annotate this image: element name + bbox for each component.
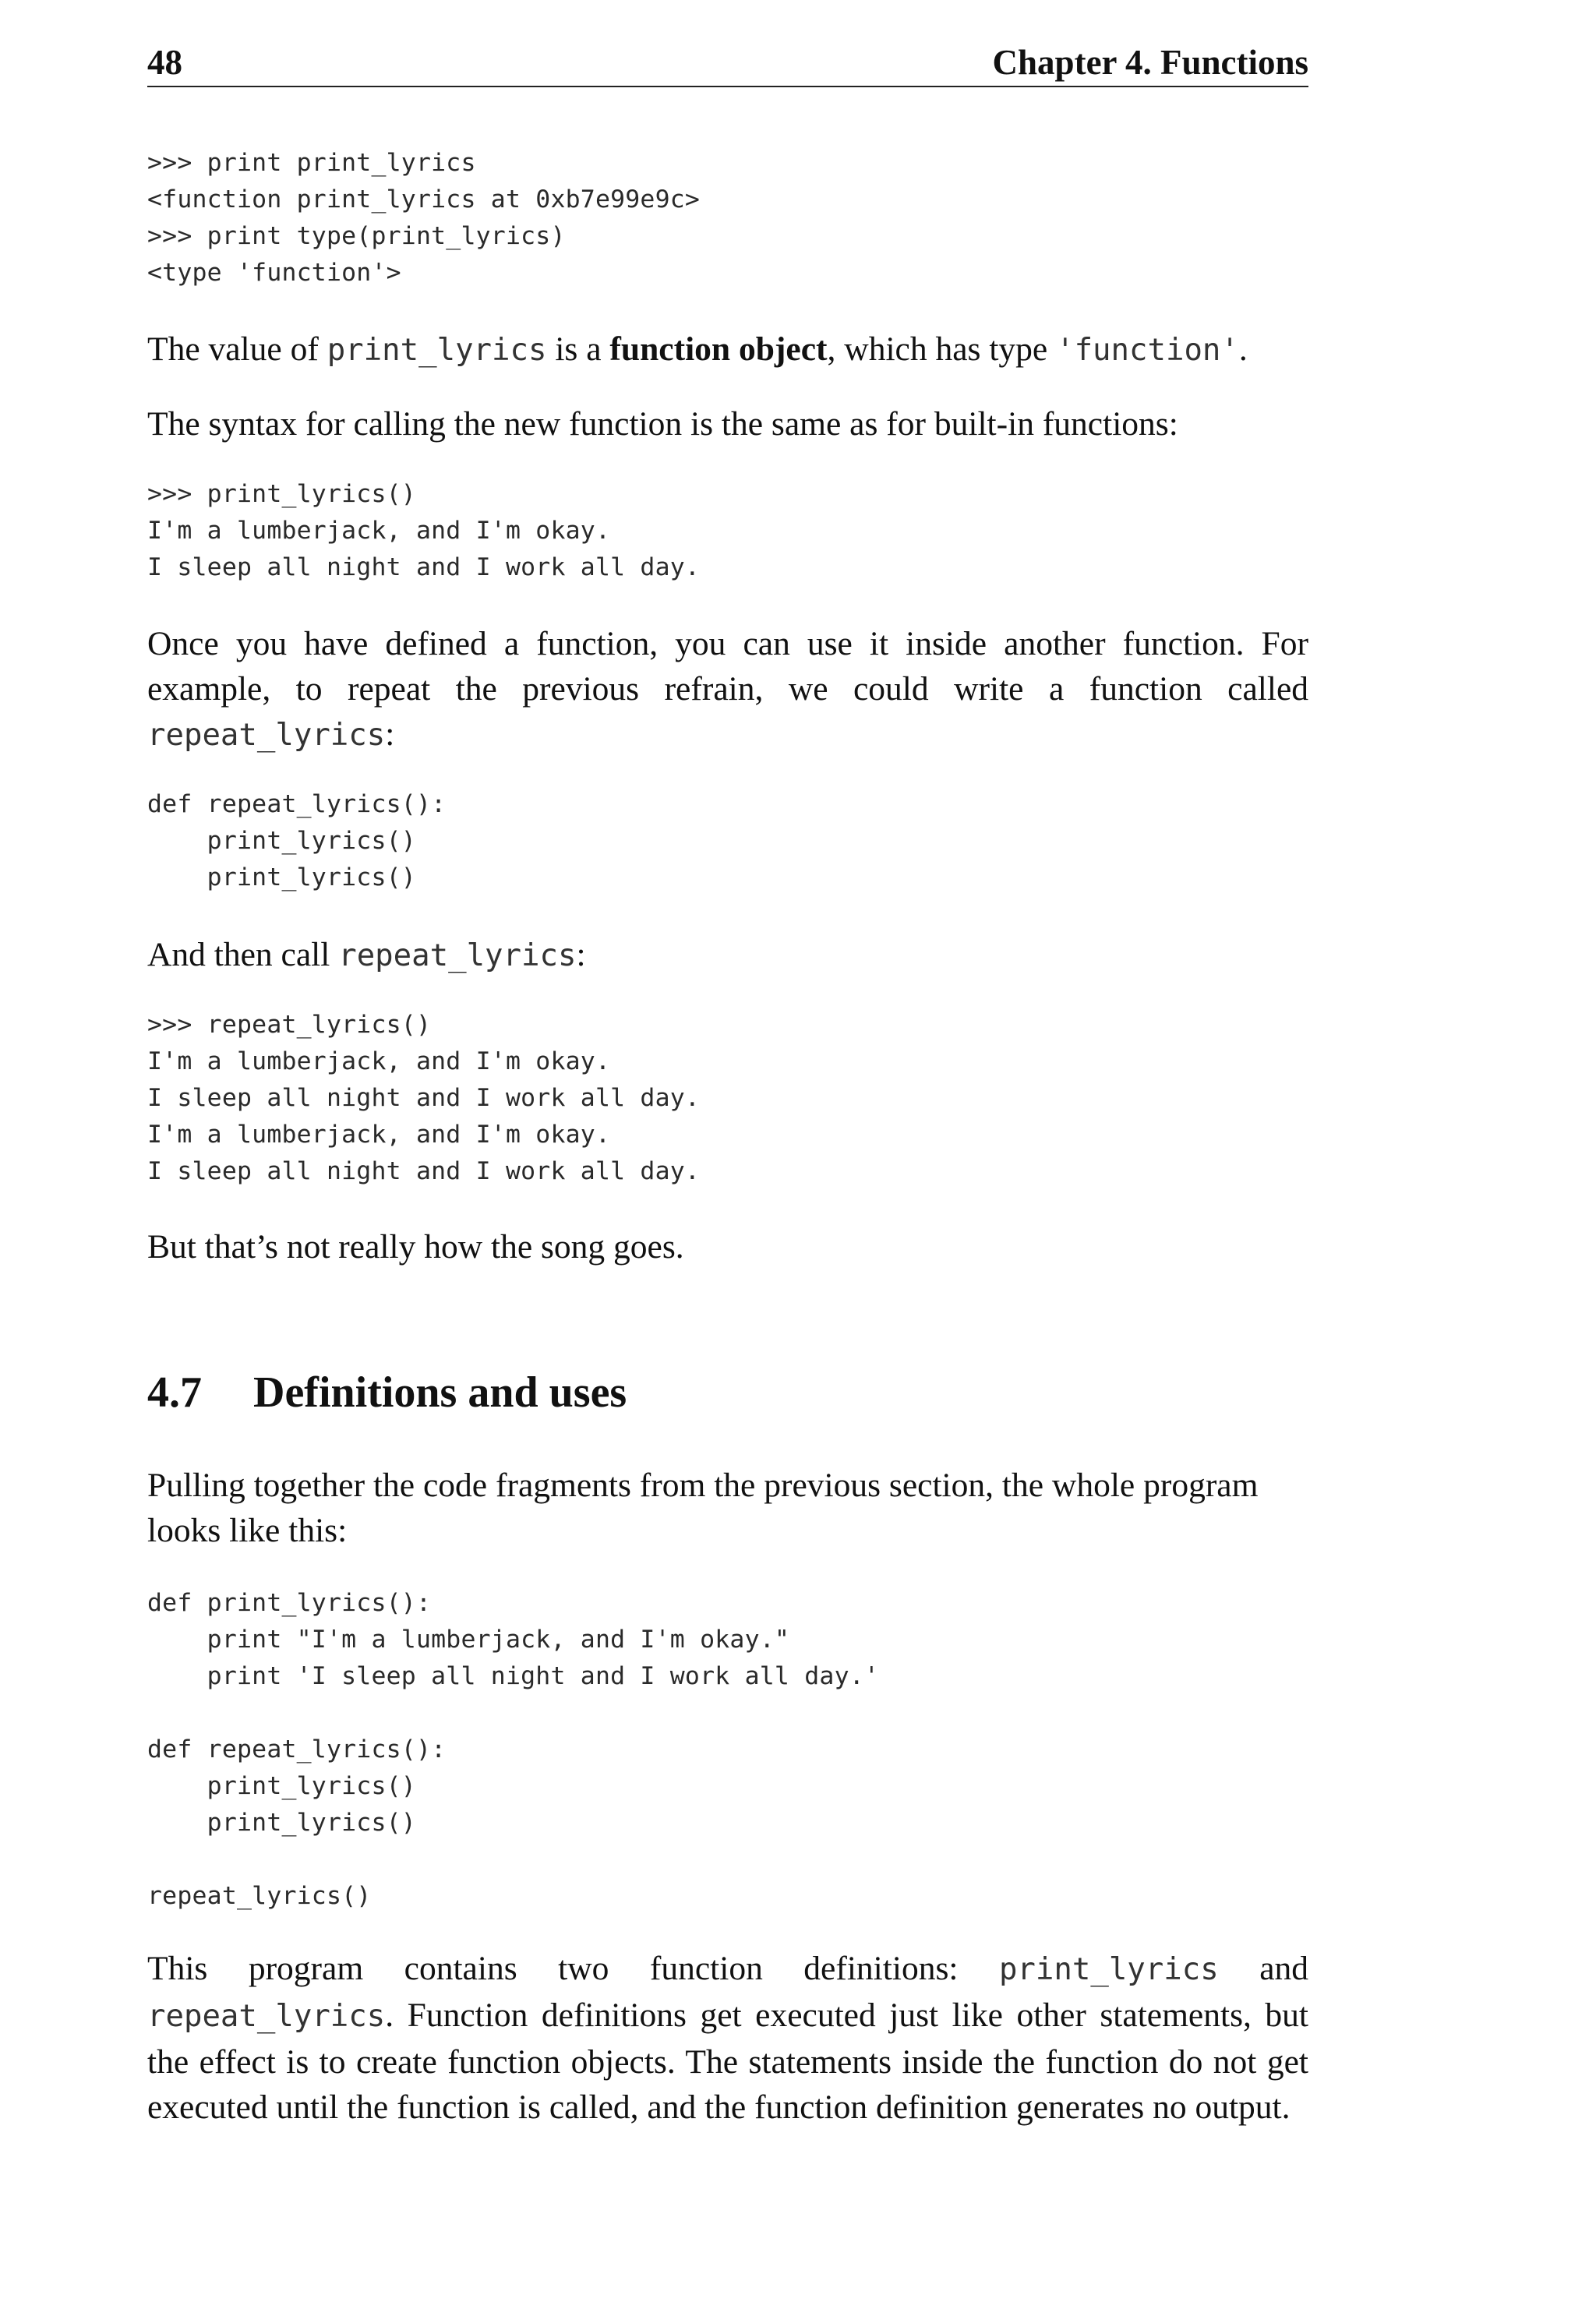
inline-code: print_lyrics [998,1952,1219,1987]
code-line: I'm a lumberjack, and I'm okay. [147,1047,611,1075]
code-line: >>> repeat_lyrics() [147,1011,432,1039]
code-line: >>> print type(print_lyrics) [147,222,566,250]
inline-code: 'function' [1056,333,1239,368]
code-line: I'm a lumberjack, and I'm okay. [147,1121,611,1149]
code-block-4 [147,1007,700,1190]
code-line: print_lyrics() [147,863,416,891]
code-line: repeat_lyrics() [147,1882,372,1910]
paragraph-syntax: The syntax for calling the new function is the same as for built-in functions: [147,405,1178,443]
section-heading [147,1365,627,1420]
code-line: print_lyrics() [147,1809,416,1837]
paragraph-song: But that’s not really how the song goes. [147,1228,684,1266]
paragraph-definitions-explained: This program contains two function definitions: print_lyrics and repeat_lyrics. Function definitions get executed just like other statements, but the effect is to create function objects. The statements inside the function do not get executed until the function is called, and the function definition generates no output. [147,1950,1308,2126]
page-header [147,39,1308,87]
inline-code: repeat_lyrics [147,1999,386,2034]
code-line: I sleep all night and I work all day. [147,1157,701,1185]
code-block-1 [147,145,700,291]
code-line: print "I'm a lumberjack, and I'm okay." [147,1626,790,1654]
code-line: I'm a lumberjack, and I'm okay. [147,517,611,545]
page-number: 48 [147,43,182,82]
inline-code: repeat_lyrics [338,938,577,973]
paragraph-call-repeat: And then call repeat_lyrics: [147,936,586,973]
code-line: <function print_lyrics at 0xb7e99e9c> [147,185,701,214]
code-line: def repeat_lyrics(): [147,790,447,818]
code-block-3 [147,786,446,896]
code-line: >>> print_lyrics() [147,480,416,508]
code-line: print_lyrics() [147,1772,416,1800]
paragraph-repeat-intro: Once you have defined a function, you can use it inside another function. For example, to repeat the previous refrain, we could write a function called repeat_lyrics: [147,625,1308,753]
code-line: >>> print print_lyrics [147,149,476,177]
section-number: 4.7 [147,1368,202,1417]
code-line: print_lyrics() [147,827,416,855]
code-block-2 [147,476,700,586]
section-title-text: Definitions and uses [253,1368,627,1417]
code-block-5 [147,1585,879,1915]
code-line: I sleep all night and I work all day. [147,553,701,581]
code-line: I sleep all night and I work all day. [147,1084,701,1112]
chapter-title: Chapter 4. Functions [992,43,1308,82]
inline-code: print_lyrics [327,333,547,368]
code-line: def repeat_lyrics(): [147,1735,447,1764]
code-line: <type 'function'> [147,259,401,287]
inline-code: repeat_lyrics [147,718,386,753]
code-line: print 'I sleep all night and I work all day.' [147,1662,880,1690]
paragraph-whole-program: Pulling together the code fragments from the previous section, the whole program looks like this: [147,1467,1259,1549]
bold-term: function object [609,330,828,368]
code-line: def print_lyrics(): [147,1589,432,1617]
paragraph-function-object: The value of print_lyrics is a function object, which has type 'function'. [147,330,1248,368]
